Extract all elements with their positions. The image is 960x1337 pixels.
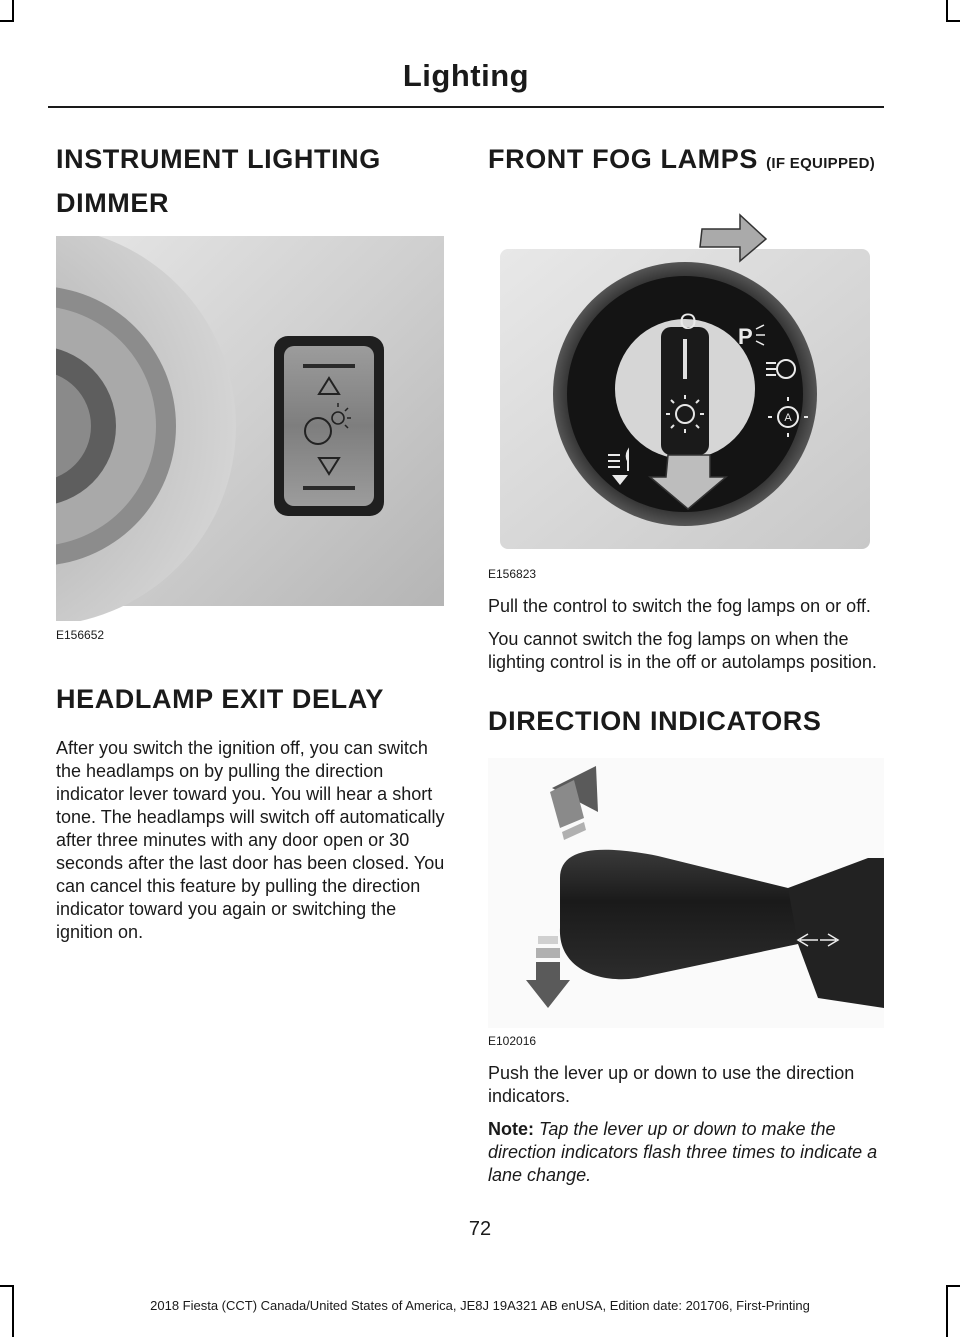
crop-mark xyxy=(946,1285,960,1287)
dimmer-switch-illustration xyxy=(56,236,444,621)
heading-suffix: (IF EQUIPPED) xyxy=(766,155,876,172)
front-fog-lamps-heading xyxy=(488,140,883,183)
parking-label: P xyxy=(738,324,753,349)
headlamp-exit-delay-text: After you switch the ignition off, you can switch the headlamps on by pulling the direction indicator lever toward you. You will hear a short tone. The headlamps will switch off automatically after three minutes with any door open or 30 seconds after the last door has been closed. You can cancel this feature by pulling the direction indicator toward you again or switching the ignition on. xyxy=(56,738,445,942)
note-label: Note: xyxy=(488,1119,534,1139)
crop-mark xyxy=(12,0,14,22)
figure-code: E102016 xyxy=(488,1034,537,1048)
lighting-control-figure xyxy=(488,209,876,581)
crop-mark xyxy=(0,1285,14,1287)
crop-mark xyxy=(946,20,960,22)
heading-line-1: INSTRUMENT LIGHTING xyxy=(56,144,381,174)
direction-indicators-para: Push the lever up or down to use the direction indicators. xyxy=(488,1063,855,1106)
off-label: O xyxy=(679,309,697,334)
edition-info: 2018 Fiesta (CCT) Canada/United States of America, JE8J 19A321 AB enUSA, Edition date: 201706, First-Printing xyxy=(150,1298,810,1313)
fog-lamps-para-2: You cannot switch the fog lamps on when the lighting control is in the off or autolamps position. xyxy=(488,629,877,672)
fog-lamps-para-1: Pull the control to switch the fog lamps on or off. xyxy=(488,596,871,616)
crop-mark xyxy=(946,0,948,22)
page-title: Lighting xyxy=(402,58,530,93)
crop-mark xyxy=(0,20,14,22)
auto-label: A xyxy=(784,412,792,424)
heading-text: FRONT FOG LAMPS xyxy=(488,144,758,174)
direction-indicators-heading: DIRECTION INDICATORS xyxy=(488,706,822,736)
right-column xyxy=(488,140,883,1187)
direction-indicator-figure xyxy=(488,758,884,1048)
instrument-lighting-heading xyxy=(56,140,451,222)
heading-line-2: DIMMER xyxy=(56,188,170,218)
page-number: 72 xyxy=(468,1218,492,1240)
left-column xyxy=(56,140,451,944)
direction-indicators-note xyxy=(488,1118,883,1187)
dimmer-switch-figure xyxy=(56,236,444,642)
headlamp-exit-delay-heading: HEADLAMP EXIT DELAY xyxy=(56,684,384,714)
note-text: Tap the lever up or down to make the direction indicators flash three times to indicate a lane change. xyxy=(488,1119,878,1185)
direction-indicator-illustration xyxy=(488,758,884,1028)
figure-code: E156823 xyxy=(488,567,537,581)
figure-code: E156652 xyxy=(56,628,105,642)
header-divider xyxy=(48,106,884,108)
lighting-control-illustration xyxy=(488,209,876,561)
